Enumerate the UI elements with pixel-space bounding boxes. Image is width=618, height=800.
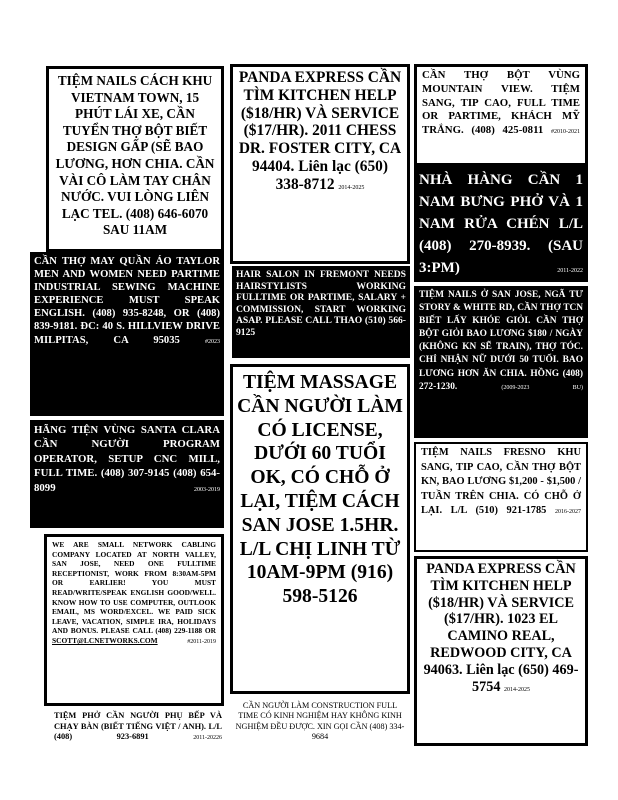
ad-code: #2011-2019: [187, 638, 216, 645]
ad-massage: [230, 364, 410, 694]
ad-email-link[interactable]: SCOTT@LCNETWORKS.COM: [52, 635, 158, 645]
ad-text: TIỆM NAILS Ở SAN JOSE, NGÃ TƯ STORY & WHITE RD, CẦN THỢ TCN BIẾT LẤY KHÓE GIỎI. CẦN THỢ BỘT GIỎI BAO LƯƠNG $180 / NGÀY (KHÔNG KN SẼ TRAIN), THỢ TÓC. CHỈ NHẬN NỮ DƯỚI 50 TUỔI. BAO LƯƠNG HƠN ĂN CHIA. HỒNG (408) 272-1230.: [419, 290, 583, 392]
ad-text: CẦN NGƯỜI LÀM CONSTRUCTION FULL TIME CÓ KINH NGHIỆM HAY KHÔNG KINH NGHIỆM ĐỀU ĐƯỢC. XIN GỌI CẦN (408) 334-9684: [235, 701, 405, 742]
ad-nails-san-jose: [414, 286, 588, 438]
ad-code: 2014-2025: [503, 686, 530, 693]
ad-code: #2023: [205, 338, 220, 345]
ad-code: #2010-2021: [551, 129, 581, 136]
ad-construction: [232, 700, 408, 746]
ad-bot-mountain-view: [414, 64, 588, 166]
ad-text: TIỆM PHỞ CẦN NGƯỜI PHỤ BẾP VÀ CHẠY BÀN (BIẾT TIẾNG VIỆT / ANH). L/L (408) 923-6891: [54, 711, 222, 742]
ad-code: 2011-20226: [193, 735, 222, 742]
ad-text: HÃNG TIỆN VÙNG SANTA CLARA CẦN NGƯỜI PROGRAM OPERATOR, SETUP CNC MILL, FULL TIME. (408) 307-9145 (408) 654-8099: [34, 424, 220, 494]
ad-text: CẦN THỢ BỘT VÙNG MOUNTAIN VIEW. TIỆM SANG, TIP CAO, FULL TIME OR PARTIME, KHÁCH MỸ TRẮNG. (408) 425-0811: [422, 69, 580, 137]
ad-text: WE ARE SMALL NETWORK CABLING COMPANY LOCATED AT NORTH VALLEY, SAN JOSE, NEED ONE FULLTIME RECEPTIONIST, WORK FROM 8:30AM-5PM OR EARLIER! YOU MUST READ/WRITE/SPEAK ENGLISH GOOD/WELL. KNOW HOW TO USE COMPUTER, OUTLOOK EMAIL, MS WORD/EXCEL. WE PAID SICK LEAVE, VACATION, SIMPLE IRA, HOLIDAYS AND BONUS. PLEASE CALL (408) 229-1188 OR: [52, 540, 216, 636]
ad-nha-hang-pho: [414, 166, 588, 282]
ad-text: PANDA EXPRESS CẦN TÌM KITCHEN HELP ($18/HR) VÀ SERVICE ($17/HR). 2011 CHESS DR. FOSTER CITY, CA 94404. Liên lạc (650) 338-8712: [238, 69, 402, 193]
ad-text: PANDA EXPRESS CẦN TÌM KITCHEN HELP ($18/HR) VÀ SERVICE ($17/HR). 1023 EL CAMINO REAL, REDWOOD CITY, CA 94063. Liên lạc (650) 469-5754: [423, 561, 579, 695]
ad-tho-may: [30, 252, 224, 416]
ad-nails-fresno: [414, 442, 588, 552]
ad-code: 2011-2022: [557, 268, 583, 274]
ad-text: CẦN THỢ MAY QUẦN ÁO TAYLOR MEN AND WOMEN NEED PARTIME INDUSTRIAL SEWING MACHINE EXPERIENCE MUST SPEAK ENGLISH. (408) 935-8248, OR (408) 839-9181. ĐC: 40 S. HILLVIEW DRIVE MILPITAS, CA 95035: [34, 256, 220, 346]
ad-text: TIỆM NAILS CÁCH KHU VIETNAM TOWN, 15 PHÚT LÁI XE, CẦN TUYỂN THỢ BỘT BIẾT DESIGN GẤP (SẼ BAO LƯƠNG, HƠN CHIA. CẦN VÀI CÔ LÀM TAY CHÂN NƯỚC. VUI LÒNG LIÊN LẠC TEL. (408) 646-6070 SAU 11AM: [55, 73, 215, 238]
ad-code: 2003-2019: [194, 486, 220, 493]
ad-code: (2009-2023 BU): [501, 384, 583, 391]
ad-code: 2016-2027: [555, 509, 581, 516]
ad-nails-vietnam-town: [46, 66, 224, 252]
ad-cnc-santa-clara: [30, 420, 224, 528]
ad-code: 2014-2025: [338, 184, 365, 191]
ad-hair-salon-fremont: [232, 266, 410, 358]
ad-text: NHÀ HÀNG CẦN 1 NAM BƯNG PHỞ VÀ 1 NAM RỬA CHÉN L/L (408) 270-8939. (SAU 3:PM): [419, 172, 583, 276]
ad-text: TIỆM NAILS FRESNO KHU SANG, TIP CAO, CẦN THỢ BỘT KN, BAO LƯƠNG $1,200 - $1,500 / TUẦN TRÊN CHIA. CÓ CHỖ Ở LẠI. L/L (510) 921-1785: [421, 447, 581, 517]
ad-panda-redwood-city: [414, 556, 588, 746]
ad-network-cabling: [44, 534, 224, 706]
ad-panda-foster-city: [230, 64, 410, 264]
ad-pho-phu-bep: [52, 710, 224, 746]
ad-text: HAIR SALON IN FREMONT NEEDS HAIRSTYLISTS WORKING FULLTIME OR PARTIME, SALARY + COMMISSION, START WORKING ASAP. PLEASE CALL THAO (510) 566-9125: [236, 269, 406, 338]
ad-text: TIỆM MASSAGE CẦN NGƯỜI LÀM CÓ LICENSE, DƯỚI 60 TUỔI OK, CÓ CHỖ Ở LẠI, TIỆM CÁCH SAN JOSE 1.5HR. L/L CHỊ LINH TỪ 10AM-9PM (916) 598-5126: [237, 372, 403, 608]
